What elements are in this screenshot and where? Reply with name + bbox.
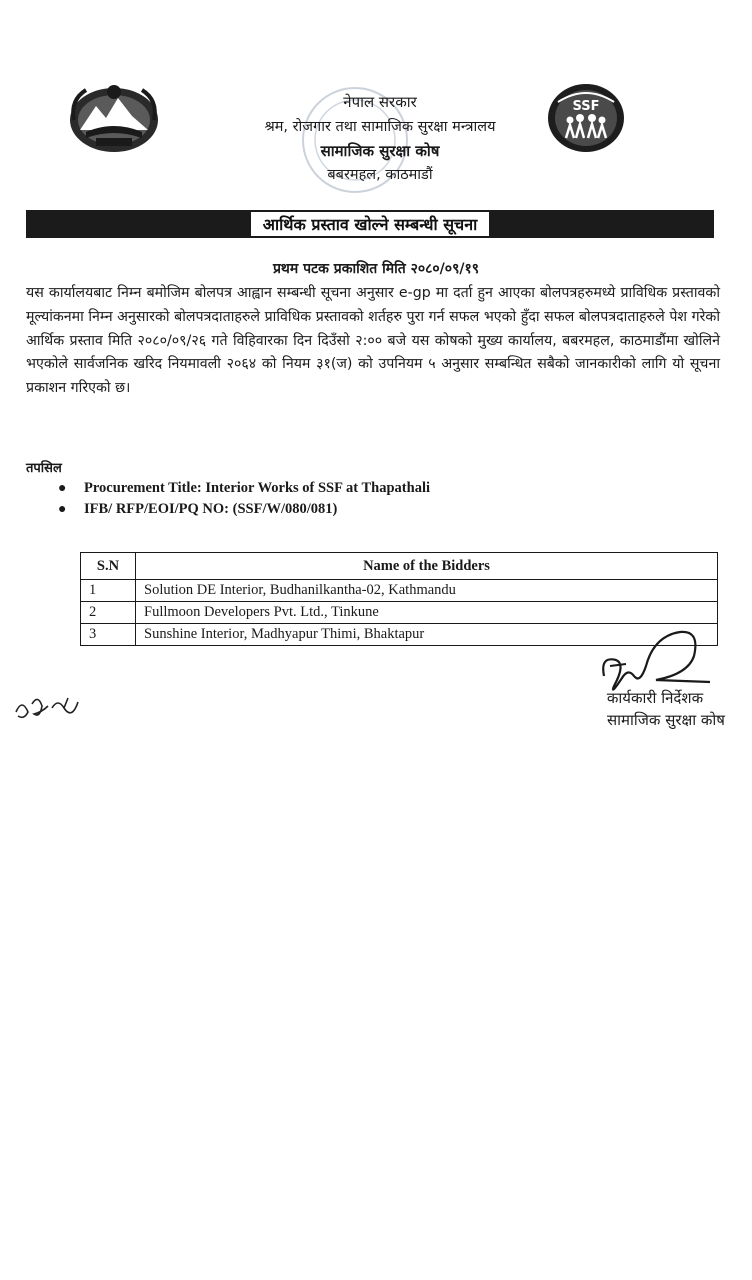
table-row: [81, 602, 718, 624]
publication-date: प्रथम पटक प्रकाशित मिति २०८०/०९/१९: [272, 261, 480, 277]
notice-title: आर्थिक प्रस्ताव खोल्ने सम्बन्धी सूचना: [249, 210, 491, 238]
row-bidder-name: Fullmoon Developers Pvt. Ltd., Tinkune: [136, 602, 718, 624]
bullet-icon: ●: [58, 480, 67, 496]
column-header-bidder: Name of the Bidders: [136, 553, 718, 580]
header-organization: सामाजिक सुरक्षा कोष: [320, 142, 440, 160]
table-row: [81, 580, 718, 602]
ifb-number: IFB/ RFP/EOI/PQ NO: (SSF/W/080/081): [84, 501, 338, 517]
details-list: [58, 478, 430, 520]
header-ministry: श्रम, रोजगार तथा सामाजिक सुरक्षा मन्त्रालय: [264, 119, 496, 135]
bullet-icon: ●: [58, 501, 67, 517]
details-label: तपसिल: [26, 461, 62, 476]
notice-title-bar: [26, 210, 714, 238]
nepal-emblem-icon: [66, 80, 162, 156]
ssf-logo-text: SSF: [572, 99, 600, 114]
row-bidder-name: Solution DE Interior, Budhanilkantha-02, Kathmandu: [136, 580, 718, 602]
row-sn: 1: [81, 580, 136, 602]
details-item: [58, 478, 430, 499]
procurement-title: Procurement Title: Interior Works of SSF at Thapathali: [84, 480, 431, 496]
column-header-sn: S.N: [81, 553, 136, 580]
row-sn: 2: [81, 602, 136, 624]
signatory-title: कार्यकारी निर्देशक: [606, 689, 704, 707]
header-address: बबरमहल, काठमाडौं: [327, 167, 433, 183]
signatory-organization: सामाजिक सुरक्षा कोष: [607, 711, 725, 729]
notice-body: यस कार्यालयबाट निम्न बमोजिम बोलपत्र आह्वान सम्बन्धी सूचना अनुसार e-gp मा दर्ता हुन आएका बोलपत्रहरुमध्ये प्राविधिक प्रस्तावको मूल्यांकनमा निम्न अनुसारको बोलपत्रदाताहरुले प्राविधिक प्रस्तावको शर्तहरु पुरा गर्न सफल भएको हुँदा सफल बोलपत्रदाताहरुले पेश गरेको आर्थिक प्रस्ताव मिति २०८०/०९/२६ गते विहिवारका दिन दिउँसो २:०० बजे यस कोषको मुख्य कार्यालय, बबरमहल, काठमाडौंमा खोलिने भएकोले सार्वजनिक खरिद नियमावली २०६४ को नियम ३१(ज) को उपनियम ५ अनुसार सम्बन्धित सबैको जानकारीको लागि यो सूचना प्रकाशन गरिएको छ।: [26, 285, 720, 397]
ssf-logo-icon: [546, 82, 626, 154]
table-header-row: [81, 553, 718, 580]
details-item: [58, 499, 430, 520]
row-bidder-name: Sunshine Interior, Madhyapur Thimi, Bhaktapur: [136, 624, 718, 646]
row-sn: 3: [81, 624, 136, 646]
handwritten-note: [12, 690, 82, 726]
header-government: नेपाल सरकार: [343, 93, 417, 111]
